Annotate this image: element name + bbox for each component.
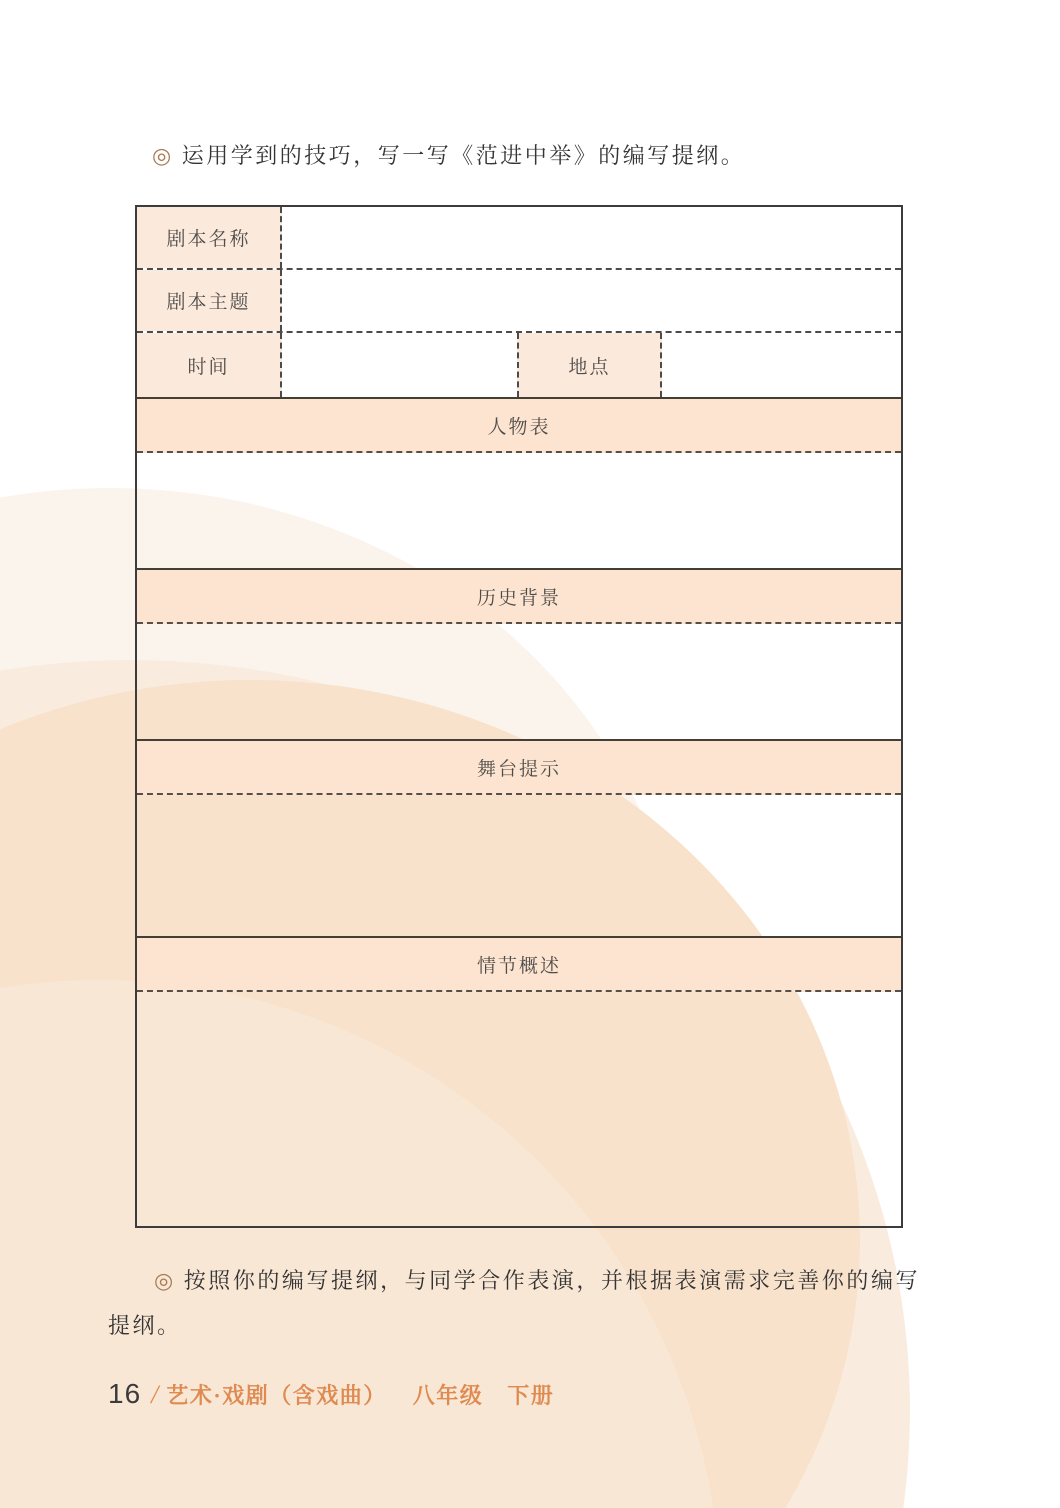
instruction-bottom-text: 按照你的编写提纲，与同学合作表演，并根据表演需求完善你的编写提纲。 [108,1268,920,1339]
label-text: 时间 [187,356,230,378]
label-script-name [137,207,282,268]
input-area-history [137,624,901,739]
label-time [137,333,282,397]
table-row-time-place [137,333,901,397]
input-area-time [282,333,517,397]
grade-label: 八年级 [412,1383,484,1408]
label-text: 剧本名称 [166,229,251,250]
input-area-script-name [282,207,901,268]
instruction-top [152,133,1012,178]
section-header-text: 人物表 [487,416,551,438]
input-area-plot [137,992,901,1226]
label-place [517,333,662,397]
ring-bullet-icon: ◎ [152,143,174,168]
input-area-place [662,333,901,397]
label-script-theme [137,270,282,331]
input-area-stage [137,795,901,936]
book-title: 艺术·戏剧（含戏曲） [166,1383,387,1408]
input-area-script-theme [282,270,901,331]
footer-slash: / [151,1380,159,1409]
page-footer [108,1378,554,1410]
section-header-text: 情节概述 [476,955,561,977]
section-header-cast [137,397,901,453]
instruction-top-text: 运用学到的技巧，写一写《范进中举》的编写提纲。 [181,143,746,168]
input-area-cast [137,453,901,568]
label-text: 地点 [568,356,611,378]
section-header-text: 舞台提示 [476,758,561,780]
section-header-history [137,568,901,624]
table-row-script-theme [137,270,901,333]
page-number: 16 [108,1378,142,1409]
label-text: 剧本主题 [166,292,251,313]
script-outline-table [135,205,903,1228]
table-row-script-name [137,207,901,270]
instruction-bottom [108,1258,920,1348]
section-header-text: 历史背景 [476,587,561,609]
section-header-plot [137,936,901,992]
volume-label: 下册 [507,1383,555,1408]
section-header-stage [137,739,901,795]
ring-bullet-icon: ◎ [154,1268,176,1293]
